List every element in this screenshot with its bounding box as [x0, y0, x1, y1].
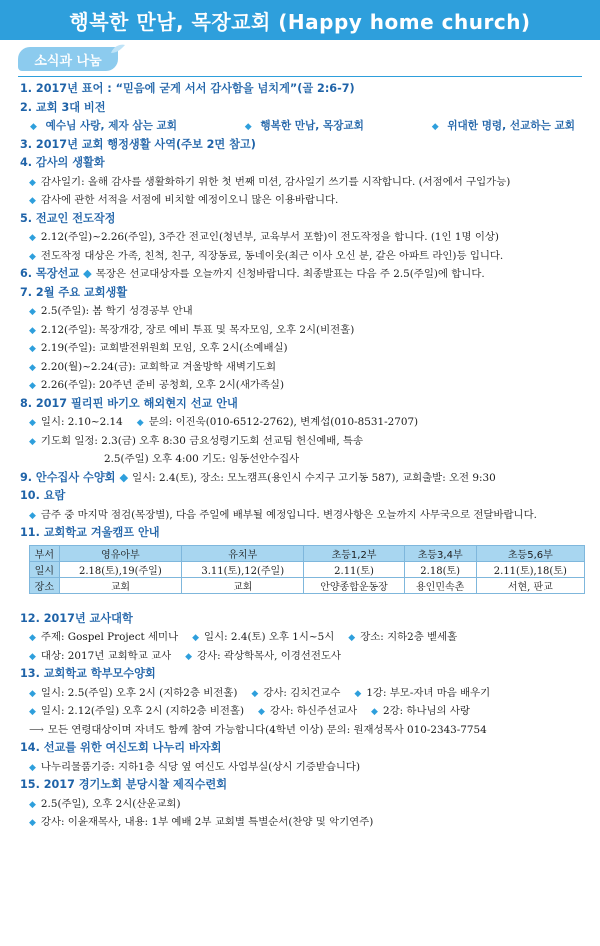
table-header: 초등5,6부	[476, 545, 584, 561]
table-header: 부서	[30, 545, 60, 561]
table-cell: 3.11(토),12(주일)	[182, 561, 304, 577]
item-1-heading: 1. 2017년 표어 : “믿음에 굳게 서서 감사함을 넘치게”(골 2:6-7)	[20, 82, 355, 95]
table-cell: 안양종합운동장	[304, 577, 404, 593]
list-item: ◆ 주제: Gospel Project 세미나 ◆ 일시: 2.4(토) 오후 1시~5시 ◆ 장소: 지하2층 벧세홀	[29, 631, 458, 643]
diamond-bullet-icon: ◆	[29, 762, 36, 773]
diamond-bullet-icon: ◆	[29, 633, 36, 643]
diamond-bullet-icon: ◆	[371, 707, 378, 717]
table-cell: 용인민속촌	[404, 577, 476, 593]
diamond-bullet-icon: ◆	[244, 122, 252, 132]
list-item: ◆ 감사에 관한 서적을 서점에 비치할 예정이오니 많은 이용바랍니다.	[29, 194, 339, 206]
diamond-bullet-icon: ◆	[29, 251, 36, 262]
table-cell: 서현, 판교	[476, 577, 584, 593]
section-tab	[18, 47, 118, 71]
diamond-bullet-icon: ◆	[258, 707, 265, 717]
list-item: ◆ 2.12(주일)~2.26(주일), 3주간 전교인(청년부, 교육부서 포함)이 전도작정을 합니다. (1인 1명 이상)	[29, 231, 499, 243]
item-3-heading: 3. 2017년 교회 행정생활 사역(주보 2면 참고)	[20, 137, 256, 151]
diamond-bullet-icon: ◆	[29, 307, 36, 317]
list-item: ◆ 2.19(주일): 교회발전위원회 모임, 오후 2시(소예배실)	[29, 342, 288, 354]
diamond-bullet-icon: ◆	[29, 418, 36, 428]
list-item: ◆ 강사: 이윤재목사, 내용: 1부 예배 2부 교회별 특별순서(찬양 및 악기연주)	[29, 816, 374, 828]
table-row	[30, 577, 585, 593]
item-5-heading: 5. 전교인 전도작정	[20, 211, 116, 225]
diamond-bullet-icon: ◆	[29, 325, 36, 336]
list-item: ◆ 일시: 2.12(주일) 오후 2시 (지하2층 비전홀) ◆ 강사: 하신주선교사 ◆ 2강: 하나님의 사랑	[29, 705, 470, 717]
list-item: ◆ 2.20(월)~2.24(금): 교회학교 겨울방학 새벽기도회	[29, 360, 277, 373]
item-4-heading: 4. 감사의 생활화	[20, 156, 105, 169]
section-divider	[18, 76, 582, 77]
diamond-bullet-icon: ◆	[119, 470, 129, 484]
diamond-bullet-icon: ◆	[29, 381, 36, 391]
table-header: 유치부	[182, 545, 304, 561]
list-item: ◆ 기도회 일정: 2.3(금) 오후 8:30 금요성령기도회 선교팀 헌신예배, 특송	[29, 434, 364, 447]
diamond-bullet-icon: ◆	[192, 633, 200, 643]
diamond-bullet-icon: ◆	[185, 651, 193, 662]
diamond-bullet-icon: ◆	[29, 799, 36, 810]
section-tab-label: 소식과 나눔	[34, 53, 102, 69]
table-header: 초등1,2부	[304, 545, 404, 561]
diamond-bullet-icon: ◆	[29, 436, 36, 447]
list-item: ◆ 나누리물품기증: 지하1층 식당 옆 여신도 사업부실(상시 기증받습니다)	[29, 760, 361, 773]
item-13-heading: 13. 교회학교 학부모수양회	[20, 667, 156, 680]
item-2-heading: 2. 교회 3대 비전	[20, 100, 106, 114]
camp-table	[29, 545, 585, 594]
diamond-bullet-icon: ◆	[29, 707, 36, 717]
table-cell: 2.11(토)	[304, 561, 404, 577]
row-label: 일시	[30, 561, 60, 577]
diamond-bullet-icon: ◆	[136, 418, 144, 428]
item-10-heading: 10. 요람	[20, 489, 66, 502]
item-14-heading: 14. 선교를 위한 여신도회 나누리 바자회	[20, 741, 222, 754]
vision-item: ◆ 행복한 만남, 목장교회	[244, 120, 364, 132]
item-15-heading: 15. 2017 경기노회 분당시찰 제직수련회	[20, 778, 228, 791]
table-row	[30, 561, 585, 577]
table-cell: 교회	[59, 577, 181, 593]
list-item: ◆ 일시: 2.10~2.14 ◆ 문의: 이진욱(010-6512-2762), 변계섭(010-8531-2707)	[29, 416, 419, 428]
diamond-bullet-icon: ◆	[251, 688, 259, 699]
list-item: ◆ 2.5(주일), 오후 2시(산운교회)	[29, 797, 181, 810]
list-item: 2.5(주일) 오후 4:00 기도: 임동선안수집사	[104, 453, 300, 465]
diamond-bullet-icon: ◆	[29, 196, 36, 206]
diamond-bullet-icon: ◆	[348, 633, 356, 643]
diamond-bullet-icon: ◆	[431, 122, 439, 132]
diamond-bullet-icon: ◆	[354, 688, 362, 699]
diamond-bullet-icon: ◆	[29, 818, 36, 828]
diamond-bullet-icon: ◆	[29, 688, 36, 699]
item-11-heading: 11. 교회학교 겨울캠프 안내	[20, 526, 160, 539]
vision-row	[20, 117, 585, 136]
vision-item: ◆ 예수님 사랑, 제자 삼는 교회	[30, 120, 177, 132]
row-label: 장소	[30, 577, 60, 593]
diamond-bullet-icon: ◆	[29, 651, 36, 662]
table-cell: 2.18(토),19(주일)	[59, 561, 181, 577]
diamond-bullet-icon: ◆	[29, 362, 36, 373]
list-item: ⟶ 모든 연령대상이며 자녀도 함께 참여 가능합니다(4학년 이상) 문의: 원재성목사 010-2343-7754	[29, 723, 487, 736]
list-item: ◆ 전도작정 대상은 가족, 친척, 친구, 직장동료, 동네이웃(최근 이사 오신 분, 같은 아파트 라인)등 입니다.	[29, 249, 504, 262]
diamond-bullet-icon: ◆	[29, 344, 36, 354]
list-item: ◆ 2.26(주일): 20주년 준비 공청회, 오후 2시(새가족실)	[29, 379, 285, 391]
vision-item: ◆ 위대한 명령, 선교하는 교회	[431, 120, 575, 132]
list-item: ◆ 금주 중 마지막 점검(목장별), 다음 주일에 배부될 예정입니다. 변경사항은 오늘까지 사무국으로 전달바랍니다.	[29, 508, 537, 521]
diamond-bullet-icon: ◆	[30, 122, 37, 132]
arrow-icon: ⟶	[29, 723, 44, 736]
leaf-icon	[110, 44, 126, 54]
item-12-heading: 12. 2017년 교사대학	[20, 611, 133, 625]
list-item: ◆ 대상: 2017년 교회학교 교사 ◆ 강사: 곽상학목사, 이경선전도사	[29, 649, 341, 662]
header-banner	[0, 0, 600, 40]
table-cell: 2.18(토)	[404, 561, 476, 577]
item-8-heading: 8. 2017 필리핀 바기오 해외현지 선교 안내	[20, 396, 238, 410]
diamond-bullet-icon: ◆	[83, 267, 92, 280]
list-item: ◆ 2.12(주일): 목장개강, 장로 예비 투표 및 목자모임, 오후 2시(비전홀)	[29, 323, 355, 336]
diamond-bullet-icon: ◆	[29, 233, 36, 243]
list-item: ◆ 일시: 2.5(주일) 오후 2시 (지하2층 비전홀) ◆ 강사: 김치건교수 ◆ 1강: 부모-자녀 마음 배우기	[29, 686, 491, 699]
table-header: 초등3,4부	[404, 545, 476, 561]
list-item: ◆ 2.5(주일): 봄 학기 성경공부 안내	[29, 305, 193, 317]
table-cell: 2.11(토),18(토)	[476, 561, 584, 577]
news-list	[20, 80, 585, 832]
table-header-row	[30, 545, 585, 561]
list-item: ◆ 감사일기: 올해 감사를 생활화하기 위한 첫 번째 미션, 감사일기 쓰기를 시작합니다. (서점에서 구입가능)	[29, 175, 511, 188]
table-header: 영유아부	[59, 545, 181, 561]
diamond-bullet-icon: ◆	[29, 177, 36, 188]
item-7-heading: 7. 2월 주요 교회생활	[20, 285, 128, 299]
diamond-bullet-icon: ◆	[29, 510, 36, 521]
item-6-heading: 6. 목장선교 ◆ 목장은 선교대상자를 오늘까지 신청바랍니다. 최종발표는 다음 주 2.5(주일)에 합니다.	[20, 267, 485, 280]
table-cell: 교회	[182, 577, 304, 593]
page-title: 행복한 만남, 목장교회 (Happy home church)	[69, 9, 531, 34]
item-9-heading: 9. 안수집사 수양회 ◆ 일시: 2.4(토), 장소: 모노캠프(용인시 수지구 고기동 587), 교회출발: 오전 9:30	[20, 470, 496, 484]
